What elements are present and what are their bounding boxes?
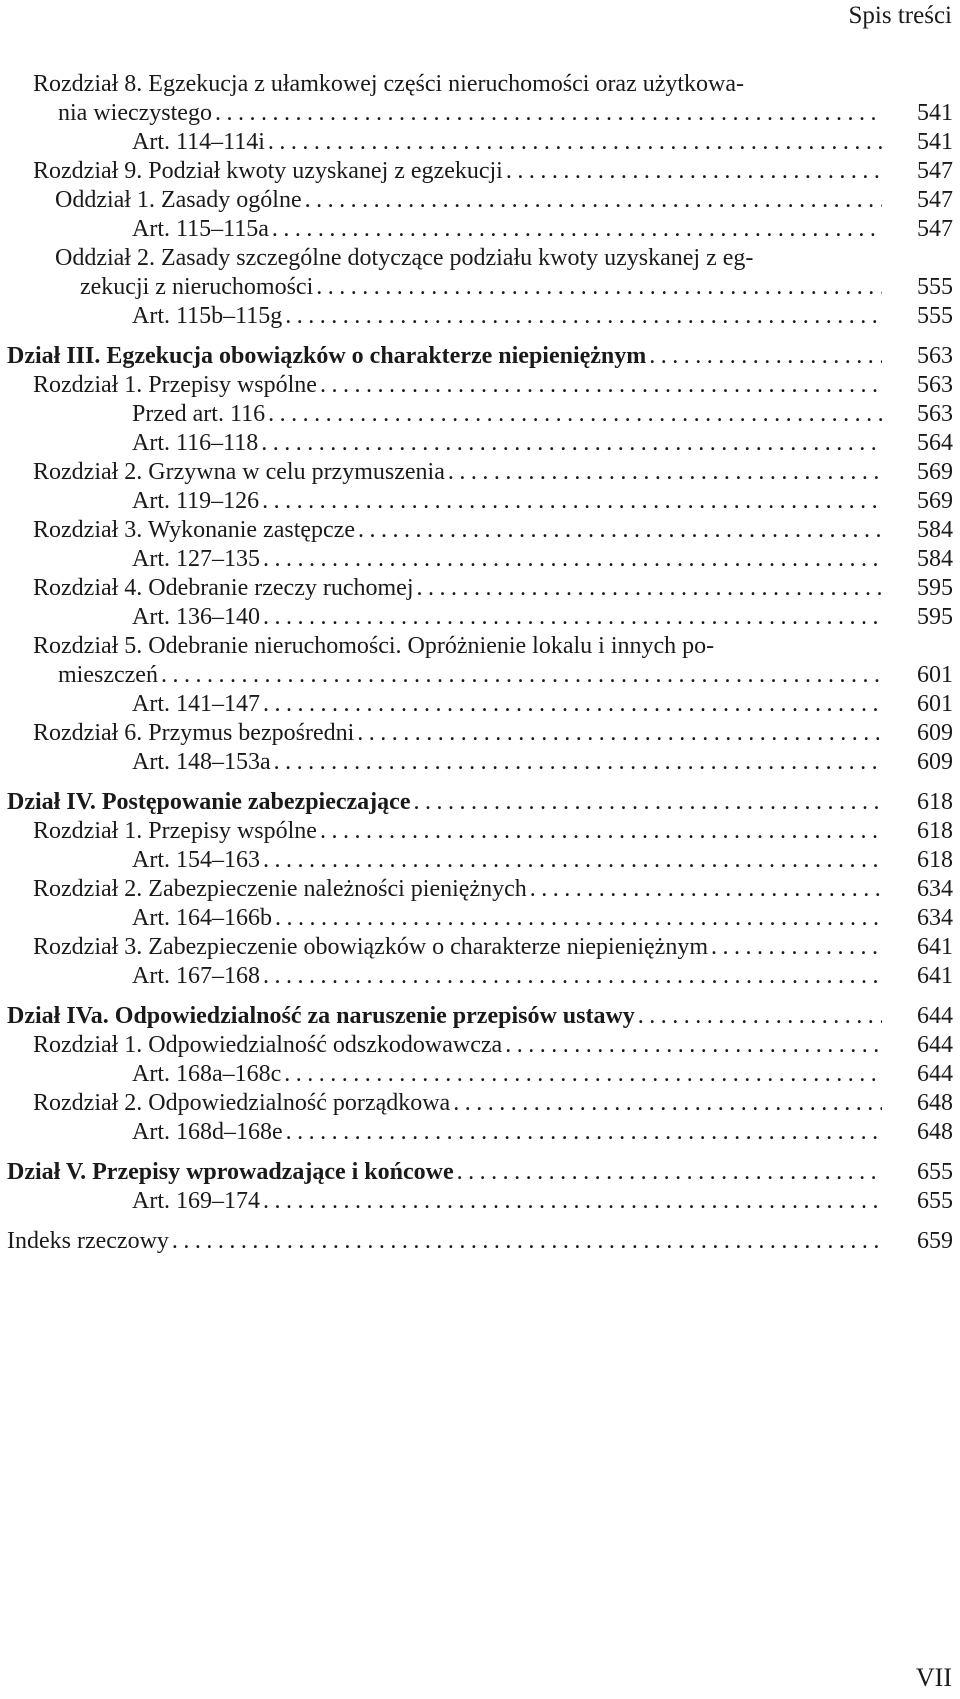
toc-page-number: 547 — [917, 187, 953, 213]
toc-entry-title-line: Oddział 2. Zasady szczególne dotyczące podziału kwoty uzyskanej z eg- — [55, 245, 754, 271]
toc-entry — [7, 1002, 953, 1031]
toc-entry-title: Art. 114–114i — [132, 129, 265, 155]
toc-entry — [7, 875, 953, 904]
toc-entry-title-line: Rozdział 5. Odebranie nieruchomości. Opróżnienie lokalu i innych po- — [33, 633, 715, 659]
dot-leader — [260, 603, 882, 632]
toc-entry — [7, 933, 953, 962]
toc-entry-title: Rozdział 9. Podział kwoty uzyskanej z egzekucji — [33, 158, 503, 184]
dot-leader — [260, 545, 882, 574]
toc-page-number: 618 — [917, 847, 953, 873]
toc-entry-title: Rozdział 6. Przymus bezpośredni — [33, 720, 355, 746]
toc-entry — [7, 1187, 953, 1216]
toc-entry-title: Rozdział 2. Odpowiedzialność porządkowa — [33, 1090, 451, 1116]
toc-entry-title: Rozdział 3. Zabezpieczenie obowiązków o charakterze niepieniężnym — [33, 934, 708, 960]
toc-page-number: 555 — [917, 274, 953, 300]
toc-entry-title: Dział IVa. Odpowiedzialność za naruszenie przepisów ustawy — [7, 1003, 635, 1029]
dot-leader — [502, 1031, 882, 1060]
toc-entry — [7, 632, 953, 690]
toc-page-number: 634 — [917, 905, 953, 931]
toc-page-number: 644 — [917, 1032, 953, 1058]
toc-entry — [7, 244, 953, 302]
toc-page-number: 648 — [917, 1119, 953, 1145]
toc-entry-title: Art. 148–153a — [132, 749, 271, 775]
toc-entry — [7, 342, 953, 371]
toc-page-number: 595 — [917, 604, 953, 630]
toc-entry-title: Art. 168a–168c — [132, 1061, 282, 1087]
toc-entry — [7, 70, 953, 128]
toc-page-number: 563 — [917, 401, 953, 427]
toc-entry-title: Art. 169–174 — [132, 1188, 260, 1214]
dot-leader — [212, 99, 882, 128]
toc-entry — [7, 487, 953, 516]
toc-page-number: 644 — [917, 1061, 953, 1087]
toc-page-number: 541 — [917, 100, 953, 126]
toc-entry-title: Dział V. Przepisy wprowadzające i końcowe — [7, 1159, 454, 1185]
dot-leader — [259, 487, 882, 516]
toc-page-number: 541 — [917, 129, 953, 155]
toc-entry — [7, 1031, 953, 1060]
dot-leader — [635, 1002, 882, 1031]
toc-entry-title: Art. 141–147 — [132, 691, 260, 717]
toc-entry — [7, 186, 953, 215]
toc-page-number: 655 — [917, 1159, 953, 1185]
toc-entry-title: Rozdział 1. Odpowiedzialność odszkodowawcza — [33, 1032, 503, 1058]
dot-leader — [271, 748, 882, 777]
toc-entry — [7, 1227, 953, 1256]
toc-page-number: 569 — [917, 459, 953, 485]
toc-page-number: 595 — [917, 575, 953, 601]
dot-leader — [454, 1158, 882, 1187]
toc-entry-title: Art. 127–135 — [132, 546, 260, 572]
toc-entry — [7, 545, 953, 574]
dot-leader — [445, 458, 882, 487]
dot-leader — [708, 933, 882, 962]
toc-entry-title: Dział III. Egzekucja obowiązków o charakterze niepieniężnym — [7, 343, 647, 369]
toc-page-number: 563 — [917, 372, 953, 398]
toc-entry — [7, 574, 953, 603]
toc-entry-title: nia wieczystego — [58, 100, 212, 126]
toc-entry-title: Rozdział 2. Grzywna w celu przymuszenia — [33, 459, 445, 485]
toc-entry-title: Dział IV. Postępowanie zabezpieczające — [7, 789, 411, 815]
toc-entry — [7, 1089, 953, 1118]
dot-leader — [265, 128, 882, 157]
dot-leader — [260, 846, 882, 875]
toc-entry — [7, 516, 953, 545]
toc-entry-title: Art. 119–126 — [132, 488, 260, 514]
toc-page-number: 601 — [917, 691, 953, 717]
toc-entry-title: Art. 164–166b — [132, 905, 272, 931]
toc-page-number: 564 — [917, 430, 953, 456]
toc-entry-title-line: Rozdział 8. Egzekucja z ułamkowej części nieruchomości oraz użytkowa- — [33, 71, 745, 97]
toc-entry — [7, 904, 953, 933]
toc-entry — [7, 128, 953, 157]
dot-leader — [169, 1227, 882, 1256]
toc-entry-title: Rozdział 1. Przepisy wspólne — [33, 818, 317, 844]
toc-page-number: 609 — [917, 720, 953, 746]
toc-page-number: 618 — [917, 818, 953, 844]
toc-entry — [7, 962, 953, 991]
toc-entry-title: Art. 115b–115g — [132, 303, 283, 329]
dot-leader — [410, 788, 882, 817]
toc-entry — [7, 1158, 953, 1187]
toc-entry-title: Art. 167–168 — [132, 963, 260, 989]
toc-page-number: 655 — [917, 1188, 953, 1214]
toc-entry — [7, 157, 953, 186]
toc-page-number: 641 — [917, 963, 953, 989]
toc-page-number: 648 — [917, 1090, 953, 1116]
toc-entry — [7, 458, 953, 487]
running-head: Spis treści — [848, 2, 952, 29]
toc-entry — [7, 748, 953, 777]
dot-leader — [282, 302, 882, 331]
dot-leader — [265, 400, 882, 429]
toc-entry-title: Oddział 1. Zasady ogólne — [55, 187, 302, 213]
toc-page-number: 547 — [917, 158, 953, 184]
dot-leader — [281, 1060, 882, 1089]
toc-page-number: 634 — [917, 876, 953, 902]
toc-entry — [7, 603, 953, 632]
toc-entry — [7, 788, 953, 817]
toc-page-number: 584 — [917, 546, 953, 572]
dot-leader — [355, 516, 882, 545]
toc-page-number: 659 — [917, 1228, 953, 1254]
toc-entry-title: Art. 115–115a — [132, 216, 269, 242]
dot-leader — [313, 273, 882, 302]
toc-page-number: 641 — [917, 934, 953, 960]
dot-leader — [302, 186, 882, 215]
toc-entry-title: Art. 116–118 — [132, 430, 259, 456]
toc-entry — [7, 302, 953, 331]
dot-leader — [260, 962, 882, 991]
toc-entry-title: Rozdział 3. Wykonanie zastępcze — [33, 517, 355, 543]
toc-entry-title: Indeks rzeczowy — [7, 1228, 169, 1254]
dot-leader — [413, 574, 882, 603]
toc-entry — [7, 1060, 953, 1089]
toc-page-number: 569 — [917, 488, 953, 514]
dot-leader — [260, 690, 882, 719]
toc-entry-title: zekucji z nieruchomości — [80, 274, 314, 300]
dot-leader — [258, 429, 882, 458]
toc-entry — [7, 215, 953, 244]
toc-entry — [7, 1118, 953, 1147]
toc-entry — [7, 817, 953, 846]
dot-leader — [260, 1187, 882, 1216]
toc-page-number: 563 — [917, 343, 953, 369]
toc-page-number: 584 — [917, 517, 953, 543]
toc-entry-title: mieszczeń — [58, 662, 158, 688]
toc-entry-title: Rozdział 4. Odebranie rzeczy ruchomej — [33, 575, 414, 601]
dot-leader — [317, 371, 882, 400]
toc-page-number: 555 — [917, 303, 953, 329]
toc-entry — [7, 371, 953, 400]
toc-page-number: 601 — [917, 662, 953, 688]
dot-leader — [272, 904, 882, 933]
toc-entry-title: Art. 154–163 — [132, 847, 260, 873]
table-of-contents — [7, 70, 953, 1256]
toc-entry-title: Rozdział 1. Przepisy wspólne — [33, 372, 317, 398]
toc-entry — [7, 690, 953, 719]
toc-entry-title: Przed art. 116 — [132, 401, 266, 427]
dot-leader — [354, 719, 882, 748]
dot-leader — [317, 817, 882, 846]
dot-leader — [269, 215, 882, 244]
toc-page-number: 609 — [917, 749, 953, 775]
toc-entry-title: Art. 136–140 — [132, 604, 260, 630]
page-number: VII — [915, 1663, 952, 1692]
dot-leader — [158, 661, 882, 690]
dot-leader — [646, 342, 882, 371]
toc-page-number: 547 — [917, 216, 953, 242]
toc-page-number: 618 — [917, 789, 953, 815]
dot-leader — [503, 157, 882, 186]
toc-entry — [7, 719, 953, 748]
dot-leader — [450, 1089, 882, 1118]
dot-leader — [527, 875, 882, 904]
toc-entry — [7, 400, 953, 429]
toc-entry-title: Rozdział 2. Zabezpieczenie należności pieniężnych — [33, 876, 527, 902]
toc-page-number: 644 — [917, 1003, 953, 1029]
toc-entry — [7, 846, 953, 875]
toc-entry — [7, 429, 953, 458]
dot-leader — [283, 1118, 882, 1147]
toc-entry-title: Art. 168d–168e — [132, 1119, 283, 1145]
